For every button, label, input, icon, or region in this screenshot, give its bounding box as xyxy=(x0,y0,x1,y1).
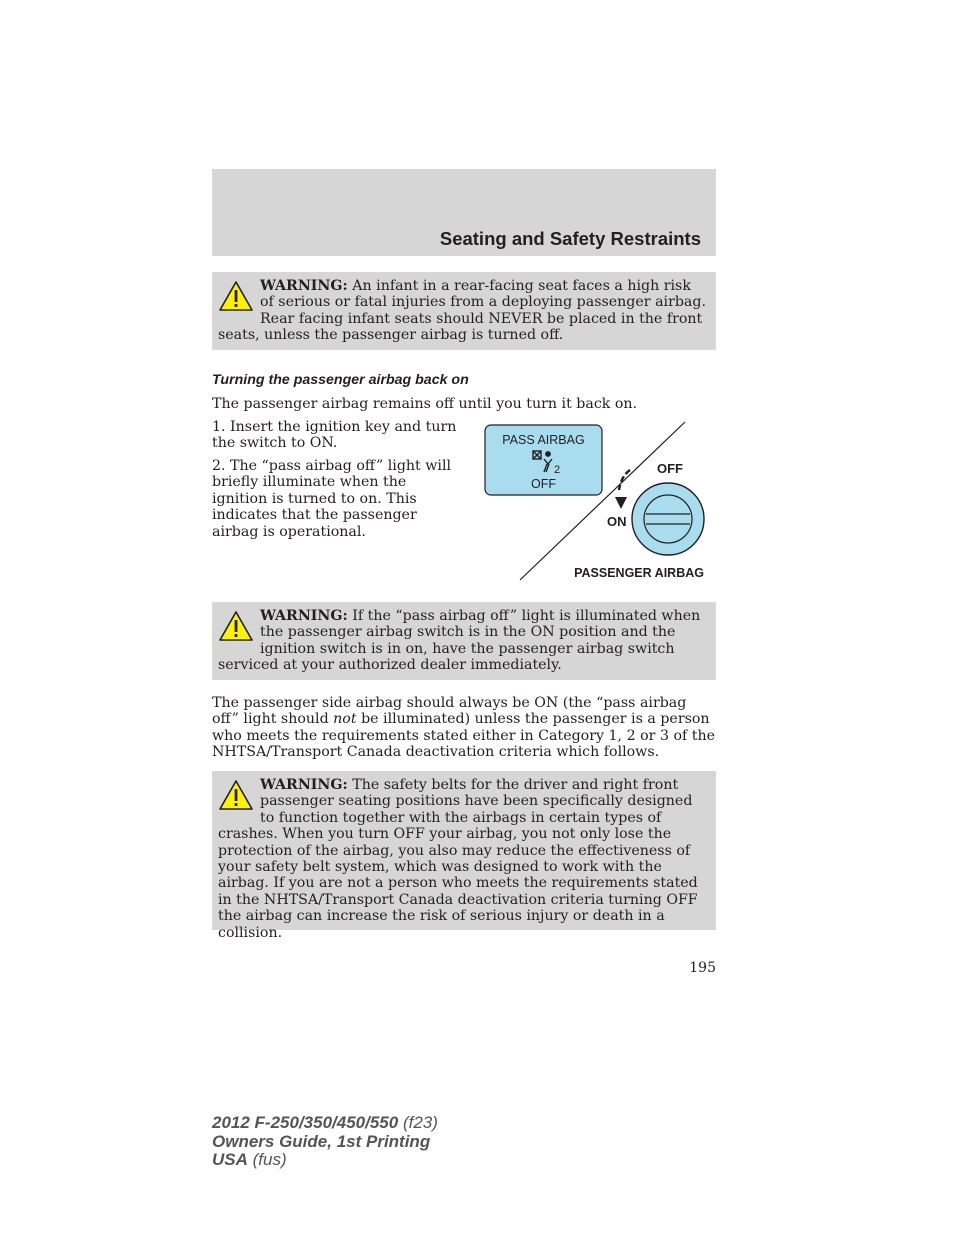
subheading: Turning the passenger airbag back on xyxy=(212,372,469,388)
lamp-label-bottom: OFF xyxy=(531,477,556,491)
warning-text: If the “pass airbag off” light is illuminated when the passenger airbag switch is in the ON position and the ignition switch is in on, have the passenger airbag switch serviced at your authorized dealer immediately. xyxy=(218,608,701,674)
section-header xyxy=(212,169,716,256)
body-paragraph xyxy=(212,695,716,761)
rotation-arrow-icon xyxy=(615,497,627,509)
body-text-part2: be illuminated) unless the passenger is a person who meets the requirements stated either in Category 1, 2 or 3 of the NHTSA/Transport Canada deactivation criteria which follows. xyxy=(212,711,716,761)
footer-model-code: (f23) xyxy=(398,1113,438,1132)
warning-triangle-icon xyxy=(218,610,254,642)
on-position-label: ON xyxy=(607,514,627,529)
warning-text: An infant in a rear-facing seat faces a high risk of serious or fatal injuries from a deploying passenger airbag. Rear facing infant seats should NEVER be placed in the front seats, unless the passenger airbag is turned off. xyxy=(218,278,706,344)
warning-text: The safety belts for the driver and right front passenger seating positions have been specifically designed to function together with the airbags in certain types of crashes. When you turn OFF your airbag, you not only lose the protection of the airbag, you also may reduce the effectiveness of your safety belt system, which was designed to work with the airbag. If you are not a person who meets the requirements stated in the NHTSA/Transport Canada deactivation criteria turning OFF the airbag can increase the risk of serious injury or death in a collision. xyxy=(218,777,698,941)
warning-box-belts xyxy=(212,771,716,941)
passenger-airbag-switch-illustration xyxy=(478,418,716,584)
footer-model: 2012 F-250/350/450/550 xyxy=(212,1113,399,1132)
illustration-caption: PASSENGER AIRBAG xyxy=(574,566,704,580)
airbag-key-switch xyxy=(632,483,704,555)
document-footer xyxy=(212,1114,438,1170)
section-title: Seating and Safety Restraints xyxy=(439,228,701,249)
page-number: 195 xyxy=(689,960,716,976)
warning-label: WARNING: xyxy=(260,777,348,793)
warning-label: WARNING: xyxy=(260,608,348,624)
footer-market: USA xyxy=(212,1150,248,1169)
warning-box-light xyxy=(212,602,716,680)
body-emphasis: not xyxy=(333,711,357,728)
body-text-part1: The passenger side airbag should always be ON (the “pass airbag off” light should xyxy=(212,695,687,728)
footer-market-code: (fus) xyxy=(247,1150,287,1169)
warning-label: WARNING: xyxy=(260,278,348,294)
warning-triangle-icon xyxy=(218,779,254,811)
step-1: 1. Insert the ignition key and turn the switch to ON. xyxy=(212,419,457,452)
lamp-number: 2 xyxy=(554,464,561,476)
intro-paragraph: The passenger airbag remains off until you turn it back on. xyxy=(212,396,638,412)
warning-triangle-icon xyxy=(218,280,254,312)
footer-printing: Owners Guide, 1st Printing xyxy=(212,1131,431,1151)
warning-box-infant xyxy=(212,272,716,350)
step-2: 2. The “pass airbag off” light will briefly illuminate when the ignition is turned to on. This indicates that the passenger airbag is operational. xyxy=(212,458,452,540)
lamp-label-top: PASS AIRBAG xyxy=(502,433,585,447)
off-position-label: OFF xyxy=(657,461,683,476)
